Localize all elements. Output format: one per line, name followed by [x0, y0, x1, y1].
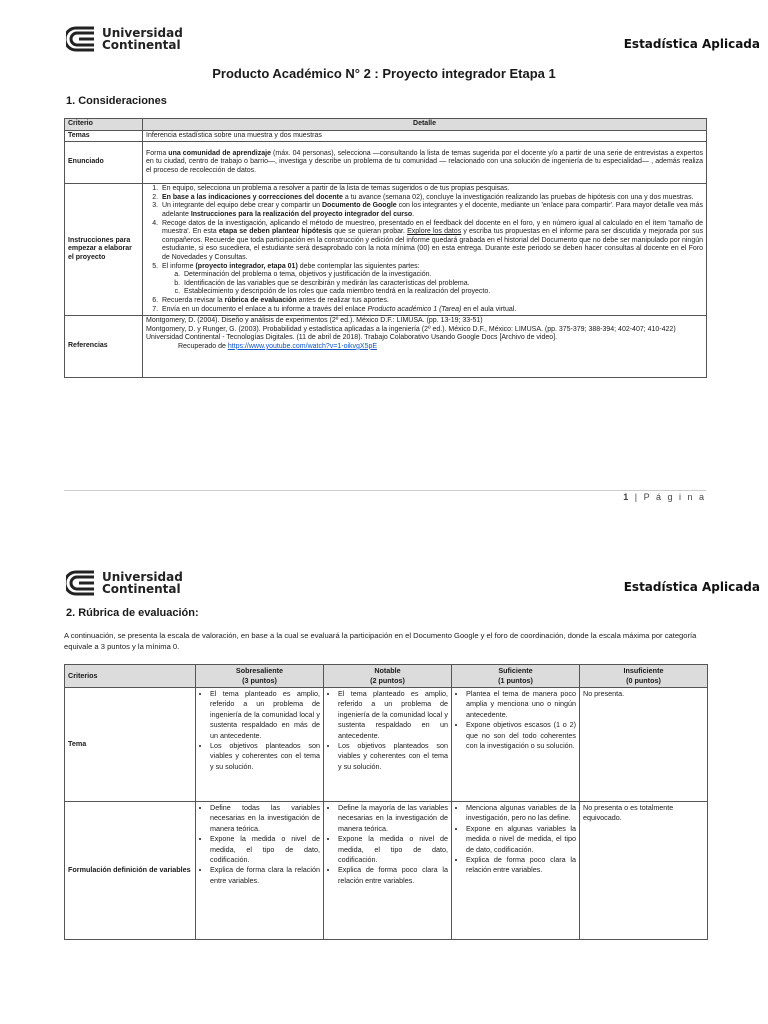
course-name: Estadística Aplicada [623, 37, 760, 51]
header-criterio: Criterio [65, 119, 143, 131]
footer-divider [64, 490, 706, 491]
logo-line-2: Continental [102, 582, 181, 596]
reference-2: Montgomery, D. y Runger, G. (2003). Probabilidad y estadística aplicadas a la ingeniería (2º ed.). México D.F., México: LIMUSA. (pp. 375-379; 388-394; 402-407; 410-422) [146, 325, 676, 333]
col-insuficiente: Insuficiente (0 puntos) [580, 665, 708, 688]
reference-3-url: Recuperado de https://www.youtube.com/watch?v=1-oikvgX5pE [178, 342, 378, 350]
header-detalle: Detalle [143, 119, 707, 131]
document-title: Producto Académico N° 2 : Proyecto integrador Etapa 1 [212, 66, 556, 81]
university-logo-icon [66, 26, 96, 52]
instruction-6: 6. Recuerda revisar la rúbrica de evaluación antes de realizar tus aportes. [160, 297, 703, 306]
youtube-link[interactable]: https://www.youtube.com/watch?v=1-oikvgX5pE [227, 342, 378, 350]
col-suficiente: Suficiente (1 puntos) [452, 665, 580, 688]
col-notable: Notable (2 puntos) [324, 665, 452, 688]
criterio-tema: Tema [65, 688, 196, 802]
rubric-intro: A continuación, se presenta la escala de valoración, en base a la cual se evaluará la participación en el Documento Google y el foro de coordinación, donde la escala máxima por categoría equivale a 3 puntos y la mínima 0. [64, 631, 697, 651]
cell-sobresaliente: • Define todas las variables necesarias en la investigación de manera teórica. • Expone la medida o nivel de medida, el tipo de dato, codificación. • Explica de forma clara la relación entre variables. [196, 802, 324, 940]
criterio-variables: Formulación definición de variables [65, 802, 196, 940]
instruction-5b: b. Identificación de las variables que se describirán y medirán las características del problema. [182, 280, 703, 289]
enunciado-value: Forma una comunidad de aprendizaje (máx. 04 personas), selecciona —consultando la lista de temas sugerida por el docente y/o a partir de una serie de entrevistas a expertos en tu ciudad, centro de trabajo o barrio—, investiga y describe un problema de tu comunidad — relacionado con una solución de ingeniería de tu especialidad— , además realiza el proceso de recolección de datos. [143, 142, 707, 184]
col-sobresaliente: Sobresaliente (3 puntos) [196, 665, 324, 688]
instrucciones-list [143, 184, 707, 316]
table-row [65, 688, 708, 802]
reference-1: Montgomery, D. (2004). Diseño y análisis de experimentos (2º ed.). México D.F.: LIMUSA. (pp. 13-19; 33-51) [146, 317, 483, 325]
instruction-5a: a. Determinación del problema o tema, objetivos y justificación de la investigación. [182, 271, 703, 280]
cell-insuficiente: No presenta o es totalmente equivocado. [580, 802, 708, 940]
page-footer [623, 492, 706, 502]
section-2-heading: 2. Rúbrica de evaluación: [66, 607, 199, 619]
cell-suficiente: • Plantea el tema de manera poco amplia y menciona uno o ningún antecedente. • Expone objetivos escasos (1 o 2) que no son del todo coherentes con la investigación o su solución. [452, 688, 580, 802]
university-logo-page-2 [66, 570, 183, 596]
temas-value: Inferencia estadística sobre una muestra y dos muestras [143, 130, 707, 142]
instruction-7: 7. Envía en un documento el enlace a tu informe a través del enlace Producto académico 1 (Tarea) en el aula virtual. [160, 306, 703, 315]
logo-line-1: Universidad [102, 26, 183, 40]
instruction-3: 3. Un integrante del equipo debe crear y compartir un Documento de Google con los integrantes y el docente, mediante un 'enlace para compartir'. Para mayor detalle vea más adelante Instrucciones para la realización del proyecto integrador del curso. [160, 202, 703, 219]
university-logo-icon [66, 570, 96, 596]
rubric-table [64, 664, 708, 940]
col-criterios: Criterios [65, 665, 196, 688]
instruction-1: 1. En equipo, selecciona un problema a resolver a partir de la lista de temas sugeridos o de tus propias pesquisas. [160, 185, 703, 194]
instruction-2: 2. En base a las indicaciones y correcciones del docente a tu avance (semana 02), concluye la investigación realizando las pruebas de hipótesis con una y dos muestras. [160, 194, 703, 203]
enunciado-label: Enunciado [65, 142, 143, 184]
instruction-4: 4. Recoge datos de la investigación, aplicando el método de muestreo, presentado en el feedback del docente en el foro, y en número igual al calculado en el ítem 'tamaño de muestra'. En esta etapa se deben plantear hipótesis que se quieran probar. Explore los datos y escriba tus propuestas en el informe para ser discutida y mejorada por sus compañeros. Recuerde que toda participación en la construcción y edición del informe quedará grabada en el historial del Documento que no debe ser manipulado por ningún estudiante, si eso sucediera, el estudiante será desaprobado con la nota mínima (00) en esta entrega. Durante este periodo se deben hacer consultas al docente en el Foro de Novedades y Consultas. [160, 220, 703, 263]
cell-suficiente: • Menciona algunas variables de la investigación, pero no las define. • Expone en algunas variables la medida o nivel de medida, el tipo de dato, codificación. • Explica de forma poco clara la relación entre variables. [452, 802, 580, 940]
cell-insuficiente: No presenta. [580, 688, 708, 802]
table-row [65, 802, 708, 940]
reference-3: Universidad Continental - Tecnologías Digitales. (11 de abril de 2018). Trabajo Colaborativo Usando Google Docs [Archivo de video]. [146, 334, 558, 342]
section-1-heading: 1. Consideraciones [66, 95, 167, 107]
referencias-label: Referencias [65, 316, 143, 378]
university-logo [66, 26, 183, 52]
logo-line-1: Universidad [102, 570, 183, 584]
cell-notable: • El tema planteado es amplio, referido a un problema de ingeniería de la comunidad local y sustenta respaldado en un antecedente. • Los objetivos planteados son viables y coherentes con el tema y su solución. [324, 688, 452, 802]
cell-notable: • Define la mayoría de las variables necesarias en la investigación de manera teórica. • Expone la medida o nivel de medida, el tipo de dato, codificación. • Explica de forma poco clara la relación entre variables. [324, 802, 452, 940]
cell-sobresaliente: • El tema planteado es amplio, referido a un problema de ingeniería de la comunidad local y sustenta respaldado en más de un antecedente. • Los objetivos planteados son viables y coherentes con el tema y su solución. [196, 688, 324, 802]
instruction-5: 5. El informe (proyecto integrador, etapa 01) debe contemplar las siguientes partes: a. Determinación del problema o tema, objetivos y justificación de la investigación. b. Identificación de las variables que se describirán y medirán las características del problema. c. Establecimiento y descripción de los roles que cada miembro tendrá en la realización del proyecto. [160, 263, 703, 297]
page-number: 1 [623, 492, 631, 502]
instruction-5c: c. Establecimiento y descripción de los roles que cada miembro tendrá en la realización del proyecto. [182, 288, 703, 297]
logo-line-2: Continental [102, 38, 181, 52]
course-name-page-2: Estadística Aplicada [623, 580, 760, 594]
page-word: | P á g i n a [634, 492, 706, 502]
temas-label: Temas [65, 130, 143, 142]
instrucciones-label: Instrucciones para empezar a elaborar el proyecto [65, 184, 143, 316]
referencias-list [143, 316, 707, 378]
considerations-table [64, 118, 707, 378]
